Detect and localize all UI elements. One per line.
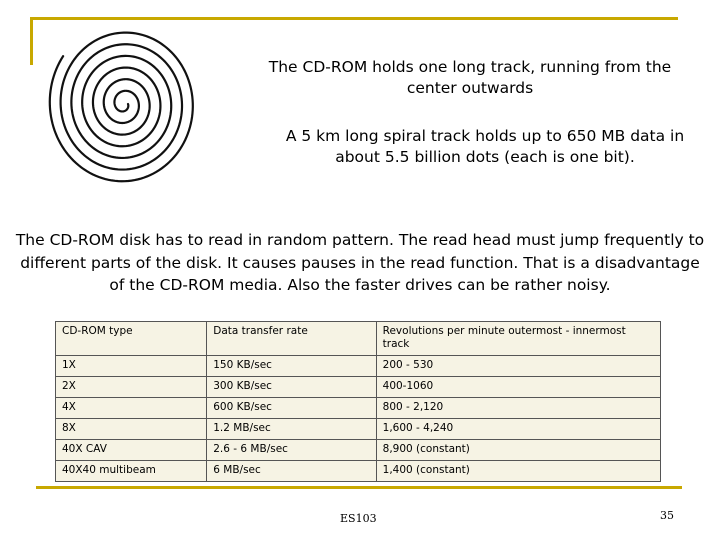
caption-spiral: A 5 km long spiral track holds up to 650 MB data in about 5.5 billion dots (each is one bit). xyxy=(285,127,685,166)
table-cell: 600 KB/sec xyxy=(207,398,376,419)
header-cell: Data transfer rate xyxy=(207,322,376,356)
table-cell: 8,900 (constant) xyxy=(376,440,660,461)
page-number: 35 xyxy=(660,509,674,522)
frame-left-rule xyxy=(30,17,33,65)
footer-course-code: ES103 xyxy=(340,512,377,525)
table-row xyxy=(56,440,661,461)
table-cell: 2X xyxy=(56,377,207,398)
table-cell: 2.6 - 6 MB/sec xyxy=(207,440,376,461)
table-cell: 800 - 2,120 xyxy=(376,398,660,419)
table-cell: 400-1060 xyxy=(376,377,660,398)
table-cell: 6 MB/sec xyxy=(207,461,376,482)
table-cell: 40X40 multibeam xyxy=(56,461,207,482)
table-row xyxy=(56,356,661,377)
table-row xyxy=(56,377,661,398)
table-cell: 1X xyxy=(56,356,207,377)
table-cell: 300 KB/sec xyxy=(207,377,376,398)
table-cell: 150 KB/sec xyxy=(207,356,376,377)
header-cell: CD-ROM type xyxy=(56,322,207,356)
footer-rule xyxy=(36,486,682,489)
table-cell: 8X xyxy=(56,419,207,440)
table-cell: 40X CAV xyxy=(56,440,207,461)
table-cell: 1,400 (constant) xyxy=(376,461,660,482)
body-paragraph: The CD-ROM disk has to read in random pattern. The read head must jump frequently to different parts of the disk. It causes pauses in the read function. That is a disadvantage of the CD-ROM media. Also the faster drives can be rather noisy. xyxy=(15,231,705,294)
header-cell: Revolutions per minute outermost - innermost track xyxy=(376,322,660,356)
caption-track: The CD-ROM holds one long track, running from the center outwards xyxy=(268,58,672,97)
table-row xyxy=(56,419,661,440)
table-row xyxy=(56,398,661,419)
spiral-track-icon xyxy=(48,20,200,188)
table-cell: 1,600 - 4,240 xyxy=(376,419,660,440)
table-cell: 200 - 530 xyxy=(376,356,660,377)
table-cell: 4X xyxy=(56,398,207,419)
table-cell: 1.2 MB/sec xyxy=(207,419,376,440)
table-header-row xyxy=(56,322,661,356)
cdrom-spec-table xyxy=(55,321,661,482)
table-row xyxy=(56,461,661,482)
